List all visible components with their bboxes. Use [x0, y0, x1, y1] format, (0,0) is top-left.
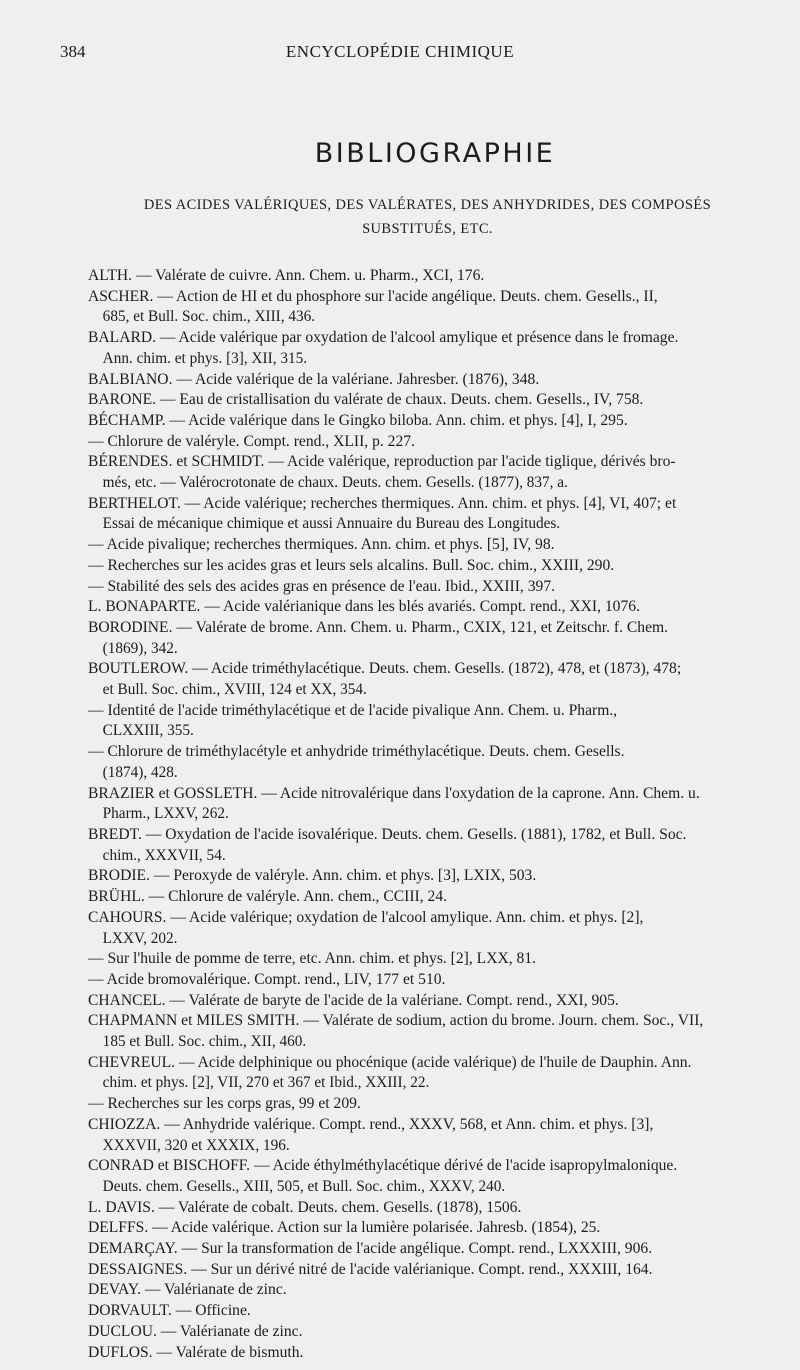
entry-line: BREDT. — Oxydation de l'acide isovalérique. Deuts. chem. Gesells. (1881), 1782, et Bull. Soc.	[88, 825, 687, 843]
entry-line: CHAPMANN et MILES SMITH. — Valérate de sodium, action du brome. Journ. chem. Soc., VII,	[88, 1012, 704, 1030]
entry-line: — Chlorure de valéryle. Compt. rend., XLII, p. 227.	[88, 432, 415, 450]
bibliography-entry	[88, 949, 788, 970]
entry-continuation-line: CLXXIII, 355.	[102, 722, 194, 740]
entry-continuation-line: et Bull. Soc. chim., XVIII, 124 et XX, 354.	[102, 681, 367, 699]
entry-line: DUCLOU. — Valérianate de zinc.	[88, 1322, 303, 1340]
entry-line: BÉRENDES. et SCHMIDT. — Acide valérique, reproduction par l'acide tiglique, dérivés bro-	[88, 453, 676, 471]
page-number: 384	[60, 42, 86, 61]
bibliography-entry	[88, 432, 788, 453]
entry-line: DORVAULT. — Officine.	[88, 1302, 251, 1320]
subtitle-line: SUBSTITUÉS, ETC.	[362, 221, 493, 237]
entry-line: — Acide bromovalérique. Compt. rend., LIV, 177 et 510.	[88, 970, 446, 988]
bibliography-entry	[88, 701, 788, 742]
entry-line: DEVAY. — Valérianate de zinc.	[88, 1281, 287, 1299]
bibliography-entry	[88, 556, 788, 577]
entry-line: CAHOURS. — Acide valérique; oxydation de l'alcool amylique. Ann. chim. et phys. [2],	[88, 908, 644, 926]
bibliography-entry	[88, 390, 788, 411]
bibliography-entry	[88, 597, 788, 618]
entry-line: L. DAVIS. — Valérate de cobalt. Deuts. chem. Gesells. (1878), 1506.	[88, 1198, 522, 1216]
bibliography-entry	[88, 1011, 788, 1052]
bibliography-entry	[88, 887, 788, 908]
bibliography-entry	[88, 618, 788, 659]
entry-line: — Acide pivalique; recherches thermiques. Ann. chim. et phys. [5], IV, 98.	[88, 536, 555, 554]
bibliography-entry	[88, 411, 788, 432]
bibliography-entry	[88, 1198, 788, 1219]
bibliography-entry	[88, 1156, 788, 1197]
entry-line: DUFLOS. — Valérate de bismuth.	[88, 1343, 304, 1361]
bibliography-entry	[88, 452, 788, 493]
entry-line: CHIOZZA. — Anhydride valérique. Compt. rend., XXXV, 568, et Ann. chim. et phys. [3],	[88, 1115, 654, 1133]
entry-line: — Chlorure de triméthylacétyle et anhydride triméthylacétique. Deuts. chem. Gesells.	[88, 743, 625, 761]
bibliography-list	[88, 266, 788, 1363]
entry-continuation-line: 685, et Bull. Soc. chim., XIII, 436.	[102, 308, 316, 326]
entry-line: — Recherches sur les corps gras, 99 et 209.	[88, 1095, 361, 1113]
entry-line: CONRAD et BISCHOFF. — Acide éthylméthylacétique dérivé de l'acide isapropylmalonique.	[88, 1157, 678, 1175]
bibliography-entry	[88, 535, 788, 556]
bibliography-entry	[88, 1301, 788, 1322]
entry-line: ALTH. — Valérate de cuivre. Ann. Chem. u. Pharm., XCI, 176.	[88, 267, 485, 284]
bibliography-entry	[88, 577, 788, 598]
entry-line: BORODINE. — Valérate de brome. Ann. Chem. u. Pharm., CXIX, 121, et Zeitschr. f. Chem.	[88, 618, 669, 636]
subtitle-line: DES ACIDES VALÉRIQUES, DES VALÉRATES, DES ANHYDRIDES, DES COMPOSÉS	[143, 197, 712, 213]
entry-line: BALBIANO. — Acide valérique de la valériane. Jahresber. (1876), 348.	[88, 370, 540, 388]
section-title: BIBLIOGRAPHIE	[314, 138, 556, 169]
entry-line: — Stabilité des sels des acides gras en présence de l'eau. Ibid., XXIII, 397.	[88, 577, 556, 595]
entry-line: BALARD. — Acide valérique par oxydation de l'alcool amylique et présence dans le fromage.	[88, 329, 679, 347]
entry-line: ASCHER. — Action de HI et du phosphore sur l'acide angélique. Deuts. chem. Gesells., II,	[88, 287, 658, 305]
entry-continuation-line: Deuts. chem. Gesells., XIII, 505, et Bull. Soc. chim., XXXV, 240.	[102, 1177, 506, 1195]
entry-continuation-line: Pharm., LXXV, 262.	[102, 805, 229, 823]
bibliography-entry	[88, 866, 788, 887]
entry-line: BRAZIER et GOSSLETH. — Acide nitrovalérique dans l'oxydation de la caprone. Ann. Chem. u.	[88, 784, 700, 802]
entry-continuation-line: chim., XXXVII, 54.	[102, 846, 226, 864]
bibliography-entry	[88, 494, 788, 535]
bibliography-entry	[88, 1343, 788, 1364]
bibliography-entry	[88, 1115, 788, 1156]
entry-continuation-line: chim. et phys. [2], VII, 270 et 367 et Ibid., XXIII, 22.	[102, 1074, 430, 1092]
entry-line: CHEVREUL. — Acide delphinique ou phocénique (acide valérique) de l'huile de Dauphin. Ann.	[88, 1053, 692, 1071]
entry-line: — Recherches sur les acides gras et leurs sels alcalins. Bull. Soc. chim., XXIII, 290.	[88, 556, 615, 574]
entry-line: — Sur l'huile de pomme de terre, etc. Ann. chim. et phys. [2], LXX, 81.	[88, 950, 537, 968]
entry-continuation-line: XXXVII, 320 et XXXIX, 196.	[102, 1136, 290, 1154]
section-subtitle	[90, 193, 765, 241]
bibliography-entry	[88, 266, 788, 287]
bibliography-entry	[88, 1053, 788, 1094]
entry-continuation-line: Ann. chim. et phys. [3], XII, 315.	[102, 349, 308, 367]
entry-line: BÉCHAMP. — Acide valérique dans le Gingko biloba. Ann. chim. et phys. [4], I, 295.	[88, 411, 628, 429]
entry-line: DEMARÇAY. — Sur la transformation de l'acide angélique. Compt. rend., LXXXIII, 906.	[88, 1240, 653, 1258]
entry-line: DELFFS. — Acide valérique. Action sur la lumière polarisée. Jahresb. (1854), 25.	[88, 1219, 601, 1237]
entry-line: BARONE. — Eau de cristallisation du valérate de chaux. Deuts. chem. Gesells., IV, 758.	[88, 391, 644, 409]
entry-continuation-line: Essai de mécanique chimique et aussi Annuaire du Bureau des Longitudes.	[102, 515, 561, 533]
entry-line: BRODIE. — Peroxyde de valéryle. Ann. chim. et phys. [3], LXIX, 503.	[88, 867, 537, 885]
bibliography-entry	[88, 784, 788, 825]
bibliography-entry	[88, 659, 788, 700]
entry-continuation-line: més, etc. — Valérocrotonate de chaux. Deuts. chem. Gesells. (1877), 837, a.	[102, 474, 568, 492]
entry-continuation-line: LXXV, 202.	[102, 929, 178, 947]
bibliography-entry	[88, 991, 788, 1012]
entry-line: CHANCEL. — Valérate de baryte de l'acide de la valériane. Compt. rend., XXI, 905.	[88, 991, 619, 1009]
bibliography-entry	[88, 970, 788, 991]
entry-line: BOUTLEROW. — Acide triméthylacétique. Deuts. chem. Gesells. (1872), 478, et (1873), 478;	[88, 660, 682, 678]
running-head: ENCYCLOPÉDIE CHIMIQUE	[285, 42, 515, 61]
bibliography-entry	[88, 328, 788, 369]
bibliography-entry	[88, 287, 788, 328]
bibliography-entry	[88, 1260, 788, 1281]
entry-line: DESSAIGNES. — Sur un dérivé nitré de l'acide valérianique. Compt. rend., XXXIII, 164.	[88, 1260, 653, 1278]
bibliography-entry	[88, 1218, 788, 1239]
bibliography-entry	[88, 1322, 788, 1343]
entry-line: BRÜHL. — Chlorure de valéryle. Ann. chem., CCIII, 24.	[88, 888, 448, 906]
bibliography-entry	[88, 1239, 788, 1260]
bibliography-entry	[88, 370, 788, 391]
bibliography-entry	[88, 908, 788, 949]
bibliography-entry	[88, 1280, 788, 1301]
entry-line: BERTHELOT. — Acide valérique; recherches thermiques. Ann. chim. et phys. [4], VI, 407; et	[88, 494, 677, 512]
entry-continuation-line: (1869), 342.	[102, 639, 178, 657]
bibliography-entry	[88, 825, 788, 866]
entry-line: — Identité de l'acide triméthylacétique et de l'acide pivalique Ann. Chem. u. Pharm.,	[88, 701, 618, 719]
bibliography-entry	[88, 1094, 788, 1115]
entry-continuation-line: 185 et Bull. Soc. chim., XII, 460.	[102, 1033, 307, 1051]
entry-continuation-line: (1874), 428.	[102, 763, 178, 781]
bibliography-entry	[88, 742, 788, 783]
entry-line: L. BONAPARTE. — Acide valérianique dans les blés avariés. Compt. rend., XXI, 1076.	[88, 598, 640, 616]
